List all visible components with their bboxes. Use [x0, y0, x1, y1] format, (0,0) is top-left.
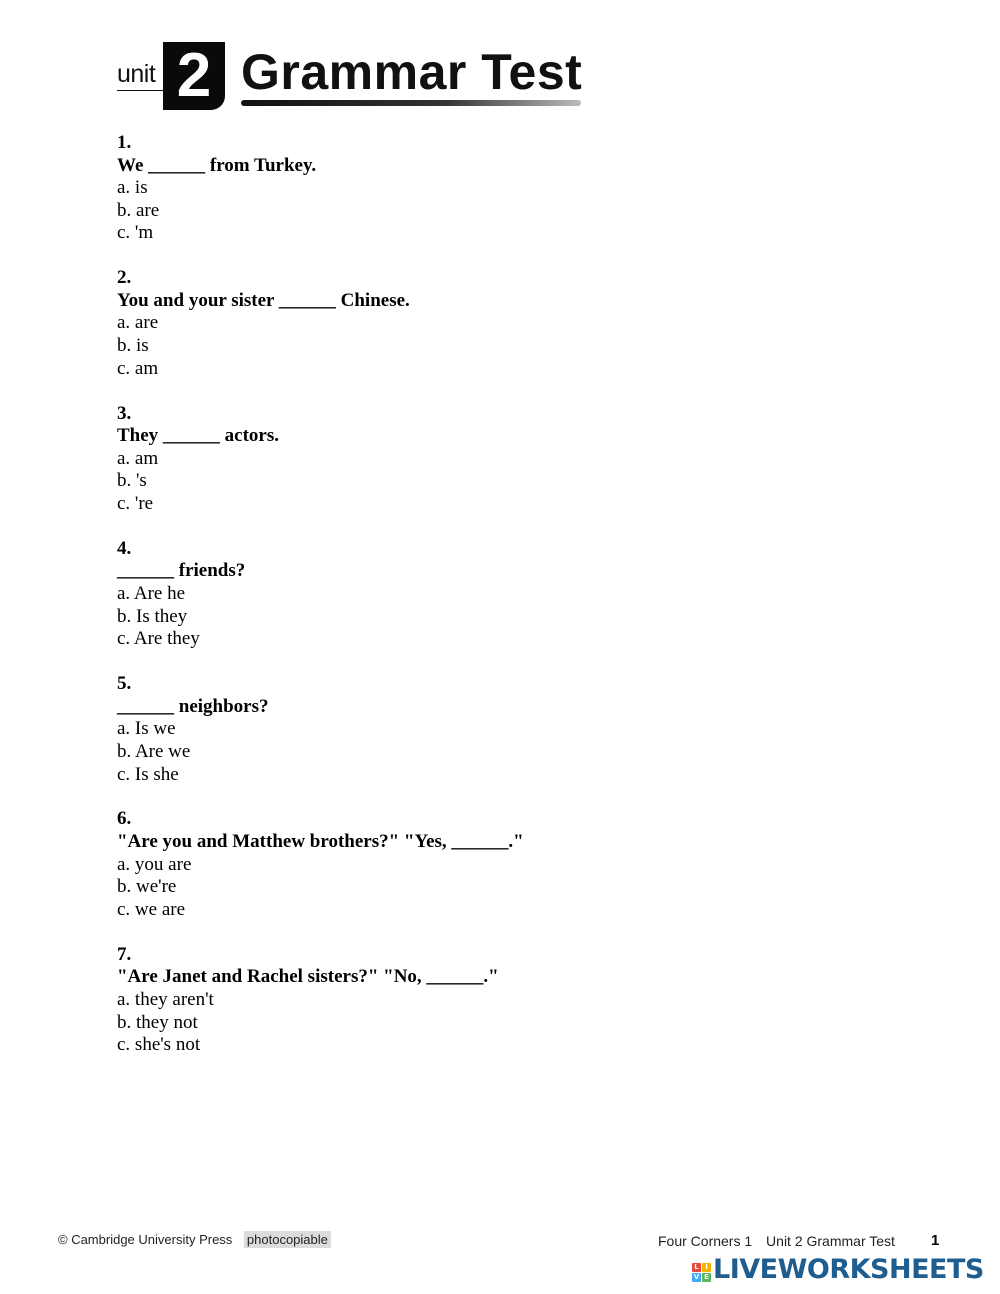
question-stem: ______ neighbors? — [117, 695, 269, 717]
question-stem: ______ friends? — [117, 560, 246, 582]
answer-option[interactable]: c. she's not — [117, 1034, 201, 1056]
answer-option[interactable]: c. Are they — [117, 628, 200, 650]
answer-option[interactable]: b. Are we — [117, 740, 191, 762]
book-title: Four Corners 1 — [658, 1233, 753, 1249]
logo-tile: I — [702, 1263, 711, 1272]
watermark-text: LIVEWORKSHEETS — [713, 1253, 984, 1285]
question-5 — [117, 673, 817, 808]
question-number: 3. — [117, 402, 132, 424]
logo-tile: V — [693, 1272, 700, 1281]
answer-option[interactable]: b. they not — [117, 1011, 198, 1033]
question-stem: "Are you and Matthew brothers?" "Yes, ______." — [117, 831, 524, 853]
question-number: 7. — [117, 943, 132, 965]
liveworksheets-logo-icon — [692, 1263, 711, 1282]
footer-left — [58, 1232, 331, 1247]
answer-option[interactable]: a. Is we — [117, 718, 176, 740]
answer-option[interactable]: b. Is they — [117, 605, 188, 627]
photocopiable-badge: photocopiable — [244, 1231, 331, 1248]
answer-option[interactable]: a. you are — [117, 853, 192, 875]
question-3 — [117, 403, 817, 538]
question-stem: We ______ from Turkey. — [117, 154, 317, 176]
question-4 — [117, 538, 817, 673]
title-underline — [241, 100, 581, 106]
copyright-text: © Cambridge University Press — [58, 1232, 233, 1247]
question-number: 4. — [117, 537, 132, 559]
answer-option[interactable]: b. is — [117, 335, 149, 357]
answer-option[interactable]: b. we're — [117, 876, 177, 898]
question-number: 2. — [117, 267, 132, 289]
answer-option[interactable]: b. 's — [117, 470, 147, 492]
question-1 — [117, 132, 817, 267]
answer-option[interactable]: a. they aren't — [117, 988, 214, 1010]
question-number: 6. — [117, 808, 132, 830]
answer-option[interactable]: c. we are — [117, 898, 186, 920]
answer-option[interactable]: c. Is she — [117, 763, 179, 785]
header — [117, 40, 587, 112]
answer-option[interactable]: a. are — [117, 312, 159, 334]
question-number: 5. — [117, 673, 132, 695]
page-number: 1 — [931, 1232, 940, 1249]
footer-right — [658, 1233, 895, 1249]
question-6 — [117, 808, 817, 943]
answer-option[interactable]: c. am — [117, 357, 159, 379]
page-title: Grammar Test — [241, 44, 583, 100]
answer-option[interactable]: a. Are he — [117, 583, 186, 605]
question-list — [117, 132, 817, 1079]
answer-option[interactable]: c. 're — [117, 492, 154, 514]
question-stem: They ______ actors. — [117, 425, 280, 447]
question-2 — [117, 267, 817, 402]
unit-label: unit — [117, 60, 156, 88]
unit-underline — [117, 90, 165, 91]
question-7 — [117, 944, 817, 1079]
answer-option[interactable]: b. are — [117, 199, 160, 221]
test-name: Unit 2 Grammar Test — [766, 1233, 895, 1249]
answer-option[interactable]: a. am — [117, 447, 159, 469]
unit-number-badge: 2 — [163, 42, 225, 110]
question-stem: You and your sister ______ Chinese. — [117, 289, 410, 311]
logo-tile: L — [692, 1263, 701, 1272]
liveworksheets-watermark[interactable] — [692, 1254, 984, 1284]
logo-tile: E — [702, 1273, 711, 1282]
question-stem: "Are Janet and Rachel sisters?" "No, ______." — [117, 966, 499, 988]
question-number: 1. — [117, 132, 132, 153]
answer-option[interactable]: a. is — [117, 177, 148, 199]
answer-option[interactable]: c. 'm — [117, 222, 154, 244]
